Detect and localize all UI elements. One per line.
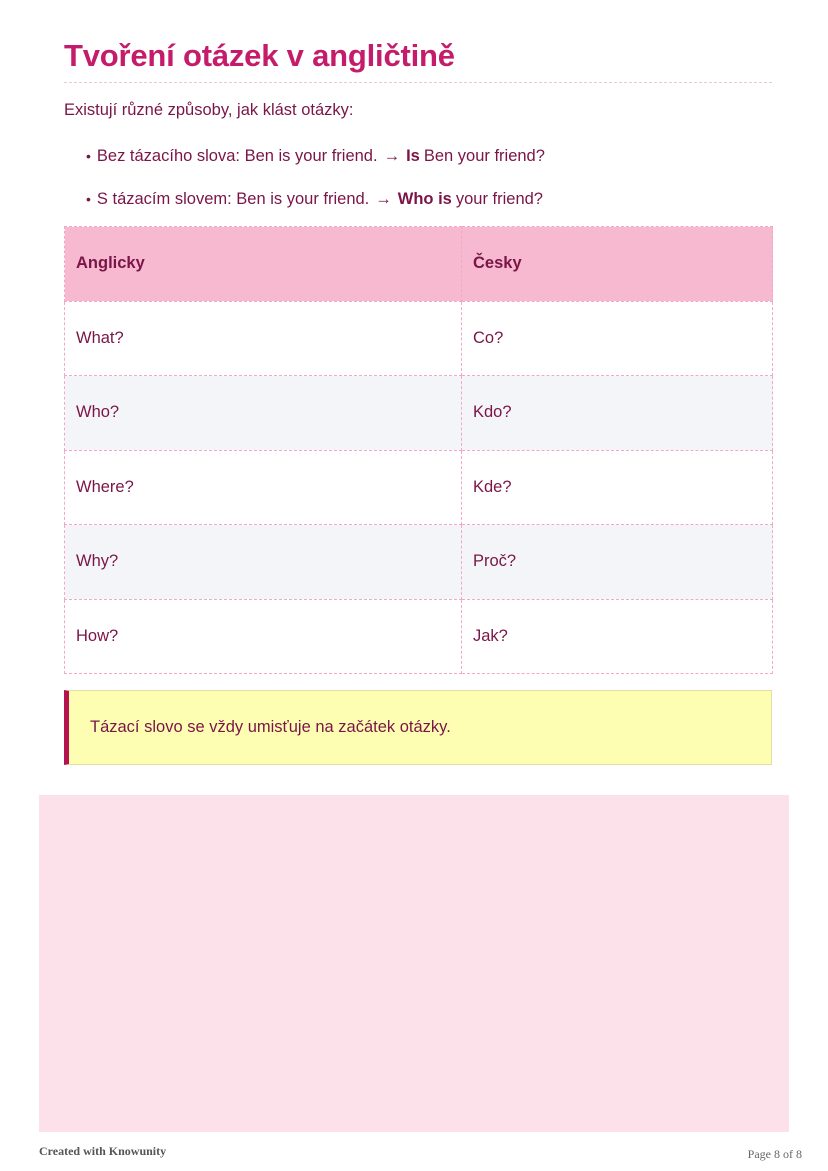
bullet-lead: Bez tázacího slova: Ben is your friend.	[96, 146, 378, 165]
list-item	[86, 188, 545, 210]
cell-czech: Proč?	[462, 525, 773, 600]
bullet-bold: Who is	[397, 189, 452, 208]
bullet-rest: your friend?	[455, 189, 543, 208]
list-item	[86, 145, 545, 167]
cell-czech: Kdo?	[462, 376, 773, 451]
arrow-right-icon: →	[375, 189, 392, 208]
header-czech: Česky	[462, 227, 773, 302]
table-row	[65, 301, 773, 376]
bullet-icon: •	[86, 148, 91, 164]
bullet-rest: Ben your friend?	[423, 146, 545, 165]
table-row	[65, 525, 773, 600]
cell-czech: Kde?	[462, 450, 773, 525]
cell-czech: Co?	[462, 301, 773, 376]
footer-page-number: Page 8 of 8	[747, 1147, 802, 1161]
bullet-lead: S tázacím slovem: Ben is your friend.	[96, 189, 370, 208]
intro-text: Existují různé způsoby, jak klást otázky:	[64, 101, 354, 119]
question-words-table	[64, 226, 773, 674]
footer-created: Created with Knowunity	[39, 1144, 167, 1158]
cell-english: How?	[65, 599, 462, 674]
cell-english: Who?	[65, 376, 462, 451]
pink-placeholder-block	[39, 795, 789, 1132]
cell-english: Why?	[65, 525, 462, 600]
header-english: Anglicky	[65, 227, 462, 302]
table-header-row	[65, 227, 773, 302]
bullet-icon: •	[86, 191, 91, 207]
table-row	[65, 376, 773, 451]
cell-english: Where?	[65, 450, 462, 525]
bullet-bold: Is	[406, 146, 420, 165]
cell-english: What?	[65, 301, 462, 376]
page-title: Tvoření otázek v angličtině	[64, 38, 772, 83]
bullet-list	[86, 145, 545, 231]
note-text: Tázací slovo se vždy umisťuje na začátek otázky.	[90, 718, 451, 736]
cell-czech: Jak?	[462, 599, 773, 674]
note-box	[64, 690, 772, 765]
arrow-right-icon: →	[383, 146, 401, 165]
table-row	[65, 599, 773, 674]
table-row	[65, 450, 773, 525]
